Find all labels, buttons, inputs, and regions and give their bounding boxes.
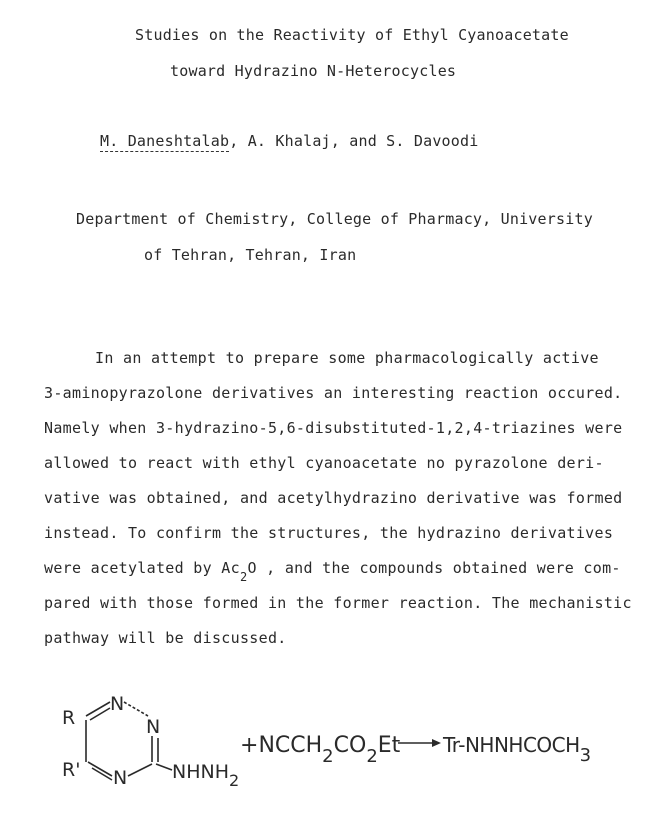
- plus-sign: +: [240, 733, 259, 758]
- reagent-part: Et: [377, 733, 401, 758]
- author-separator: , and: [330, 132, 387, 150]
- ring-nitrogen-4: N: [113, 767, 128, 789]
- r-substituent-top: R: [62, 707, 76, 729]
- abstract-line-rest: , and the compounds obtained were com-: [256, 559, 621, 577]
- author-separator: ,: [229, 132, 248, 150]
- reagent-formula: [240, 733, 401, 767]
- abstract-line: pared with those formed in the former reaction. The mechanistic: [44, 594, 632, 612]
- abstract-line: instead. To confirm the structures, the hydrazino derivatives: [44, 524, 614, 542]
- abstract-line: Namely when 3-hydrazino-5,6-disubstituted-1,2,4-triazines were: [44, 419, 623, 437]
- triazine-ring-icon: [86, 702, 172, 780]
- reaction-scheme: [0, 680, 648, 821]
- presenting-author: M. Daneshtalab: [100, 132, 230, 150]
- abstract-line: pathway will be discussed.: [44, 629, 287, 647]
- abstract-line: vative was obtained, and acetylhydrazino derivative was formed: [44, 489, 623, 507]
- abstract-line: 3-aminopyrazolone derivatives an interesting reaction occured.: [44, 384, 623, 402]
- title-line-1: Studies on the Reactivity of Ethyl Cyanoacetate: [135, 26, 569, 44]
- reaction-arrow-icon: [398, 739, 441, 747]
- product-subscript: 3: [579, 745, 591, 766]
- hydrazino-group: [172, 761, 239, 790]
- author-list: [100, 132, 478, 150]
- ring-nitrogen-2: N: [146, 716, 161, 738]
- product-text: Tr-NHNHCOCH: [443, 733, 580, 757]
- abstract-line: [44, 559, 621, 584]
- affiliation-line-2: of Tehran, Tehran, Iran: [144, 246, 357, 264]
- subscript-2: 2: [239, 570, 248, 584]
- third-author: S. Davoodi: [386, 132, 479, 150]
- abstract-line-text: were acetylated by Ac: [44, 559, 240, 577]
- ring-nitrogen-1: N: [110, 693, 125, 715]
- abstract-line: In an attempt to prepare some pharmacologically active: [95, 349, 599, 367]
- ac2o-oxygen: O: [247, 559, 257, 577]
- reagent-subscript: 2: [366, 746, 378, 767]
- affiliation-line-1: Department of Chemistry, College of Pharmacy, University: [76, 210, 593, 228]
- reagent-part: NCCH: [258, 733, 323, 758]
- product-formula: [442, 733, 591, 766]
- abstract-line: allowed to react with ethyl cyanoacetate no pyrazolone deri-: [44, 454, 604, 472]
- hydrazino-subscript: 2: [229, 771, 240, 790]
- reagent-part: CO: [333, 733, 367, 758]
- second-author: A. Khalaj: [247, 132, 331, 150]
- hydrazino-text: NHNH: [172, 761, 229, 783]
- r-substituent-bottom: R': [62, 759, 81, 781]
- title-line-2: toward Hydrazino N-Heterocycles: [170, 62, 457, 80]
- reagent-subscript: 2: [322, 746, 334, 767]
